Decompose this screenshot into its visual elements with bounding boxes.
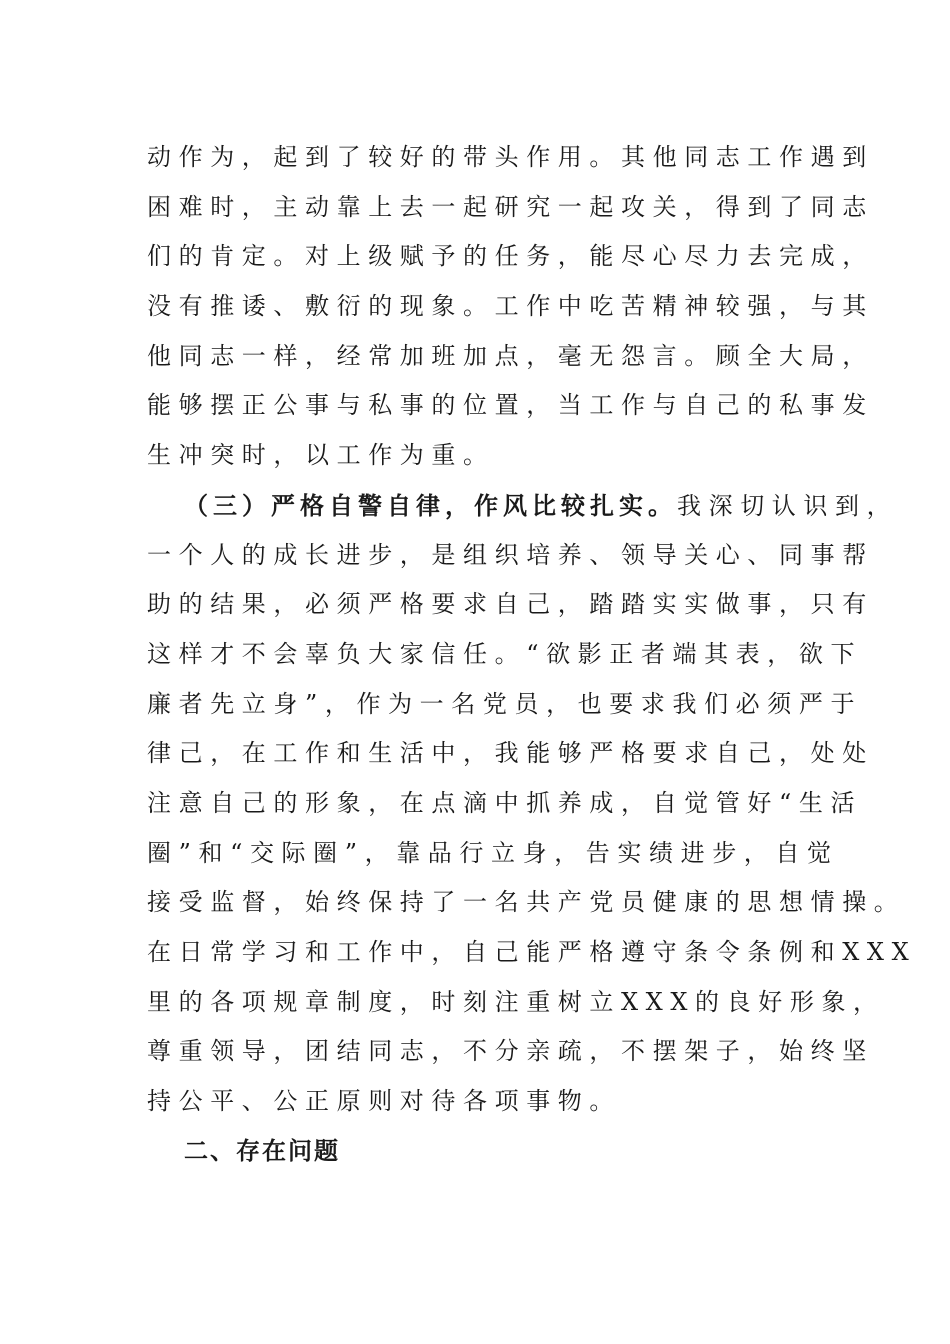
paragraph-line: 接受监督，始终保持了一名共产党员健康的思想情操。: [147, 888, 906, 917]
section-3-lead-text: 我深切认识到，: [677, 491, 899, 520]
paragraph-line: 能够摆正公事与私事的位置，当工作与自己的私事发: [147, 391, 874, 420]
paragraph-line: 一个人的成长进步，是组织培养、领导关心、同事帮: [147, 540, 874, 569]
section-heading-problems: 二、存在问题: [184, 1136, 340, 1165]
paragraph-line: 生冲突时，以工作为重。: [147, 441, 495, 470]
paragraph-line: 注意自己的形象，在点滴中抓养成，自觉管好“生活: [147, 788, 863, 817]
section-3-heading: （三）严格自警自律，作风比较扎实。: [184, 490, 677, 520]
paragraph-line: 动作为，起到了较好的带头作用。其他同志工作遇到: [147, 143, 874, 171]
paragraph-line: 律己，在工作和生活中，我能够严格要求自己，处处: [147, 739, 874, 768]
paragraph-line: 这样才不会辜负大家信任。“欲影正者端其表，欲下: [147, 639, 863, 668]
section-3-first-line: [147, 481, 899, 531]
paragraph-line: 持公平、公正原则对待各项事物。: [147, 1087, 621, 1116]
paragraph-line: 圈”和“交际圈”，靠品行立身，告实绩进步，自觉: [147, 838, 839, 867]
paragraph-line: 尊重领导，团结同志，不分亲疏，不摆架子，始终坚: [147, 1037, 874, 1066]
paragraph-line: 困难时，主动靠上去一起研究一起攻关，得到了同志: [147, 192, 874, 221]
document-body: [147, 133, 917, 1176]
paragraph-line: 里的各项规章制度，时刻注重树立XXX的良好形象，: [147, 987, 885, 1016]
paragraph-line: 廉者先立身”，作为一名党员，也要求我们必须严于: [147, 689, 863, 718]
paragraph-line: 他同志一样，经常加班加点，毫无怨言。顾全大局，: [147, 341, 874, 370]
paragraph-line: 们的肯定。对上级赋予的任务，能尽心尽力去完成，: [147, 242, 874, 271]
paragraph-line: 助的结果，必须严格要求自己，踏踏实实做事，只有: [147, 590, 874, 619]
paragraph-line: 在日常学习和工作中，自己能严格遵守条令条例和XXX: [147, 938, 917, 966]
paragraph-line: 没有推诿、敷衍的现象。工作中吃苦精神较强，与其: [147, 292, 874, 321]
